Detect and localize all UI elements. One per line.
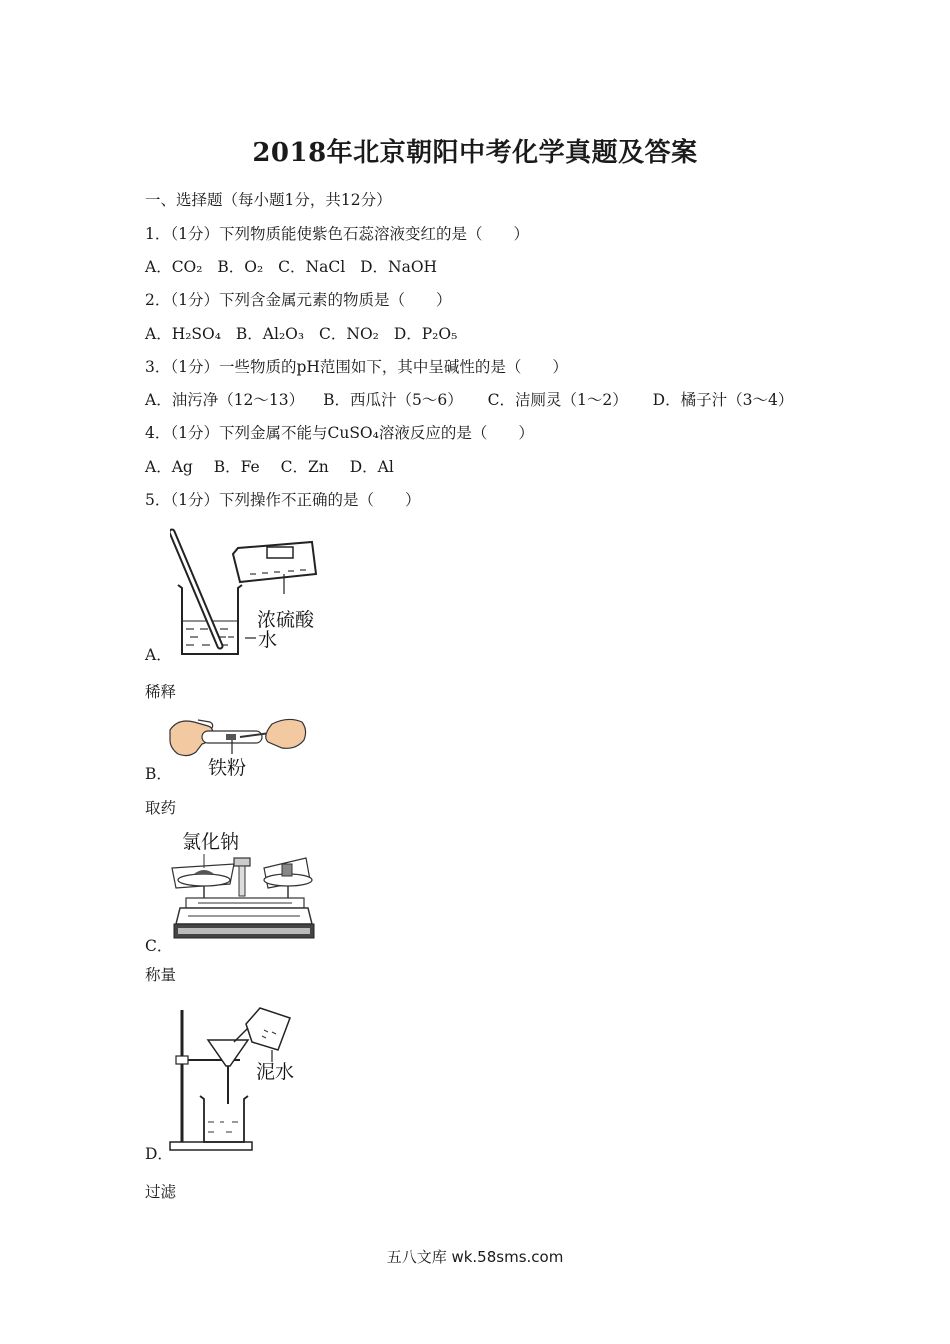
- option-d: D．P₂O₅: [393, 325, 458, 343]
- question-2-stem: 2．（1分）下列含金属元素的物质是（ ）: [145, 291, 452, 309]
- question-3-options: [145, 390, 803, 410]
- option-a: A．H₂SO₄: [145, 325, 221, 343]
- option-a: A．Ag: [145, 458, 193, 476]
- question-5-stem: 5．（1分）下列操作不正确的是（ ）: [145, 491, 421, 509]
- beaker-icon: [200, 1096, 248, 1142]
- label-water: 水: [258, 629, 278, 651]
- option-c: C．Zn: [280, 458, 329, 476]
- option-letter-b: B．: [145, 765, 172, 783]
- label-concentrated-sulfuric-acid: 浓硫酸: [257, 609, 315, 631]
- caption-b: 取药: [145, 799, 177, 817]
- caption-d: 过滤: [145, 1183, 177, 1201]
- label-iron-powder: 铁粉: [208, 757, 247, 778]
- question-4-stem: 4．（1分）下列金属不能与CuSO₄溶液反应的是（ ）: [145, 424, 534, 442]
- option-d: D．橘子汁（3～4）: [652, 391, 794, 409]
- option-letter-c: C．: [145, 937, 173, 955]
- option-d: D．Al: [349, 458, 394, 476]
- question-4-options: [145, 457, 404, 477]
- question-1-options: [145, 257, 447, 277]
- option-b: B．Fe: [213, 458, 260, 476]
- option-d: D．NaOH: [360, 258, 438, 276]
- iron-stand-icon: [170, 1010, 252, 1150]
- figure-dilution: [170, 528, 320, 658]
- option-c: C．洁厕灵（1～2）: [487, 391, 628, 409]
- option-c: C．NaCl: [278, 258, 346, 276]
- option-a: A．CO₂: [145, 258, 203, 276]
- question-2-options: [145, 324, 467, 344]
- figure-balance: [168, 828, 316, 948]
- balance-icon: [172, 854, 314, 938]
- option-b: B．O₂: [217, 258, 264, 276]
- option-letter-a: A．: [145, 646, 172, 664]
- page-title: 2018年北京朝阳中考化学真题及答案: [252, 138, 698, 168]
- glass-rod-icon: [172, 532, 220, 646]
- figure-filtration: [168, 1004, 303, 1154]
- figure-take-reagent: [168, 712, 308, 778]
- option-c: C．NO₂: [319, 325, 379, 343]
- option-b: B．Al₂O₃: [235, 325, 305, 343]
- section-heading: 一、选择题（每小题1分，共12分）: [145, 191, 392, 209]
- footer-watermark: 五八文库 wk.58sms.com: [386, 1248, 564, 1266]
- caption-c: 称量: [145, 966, 177, 984]
- question-3-stem: 3．（1分）一些物质的pH范围如下，其中呈碱性的是（ ）: [145, 358, 568, 376]
- option-a: A．油污净（12～13）: [145, 391, 305, 409]
- funnel-icon: [208, 1040, 248, 1104]
- label-muddy-water: 泥水: [256, 1061, 295, 1083]
- reagent-bottle-icon: [233, 542, 316, 594]
- question-1-stem: 1．（1分）下列物质能使紫色石蕊溶液变红的是（ ）: [145, 225, 529, 243]
- option-b: B．西瓜汁（5～6）: [323, 391, 463, 409]
- label-sodium-chloride: 氯化钠: [182, 831, 240, 853]
- option-letter-d: D．: [145, 1145, 173, 1163]
- caption-a: 稀释: [145, 683, 177, 701]
- right-hand-icon: [266, 719, 306, 748]
